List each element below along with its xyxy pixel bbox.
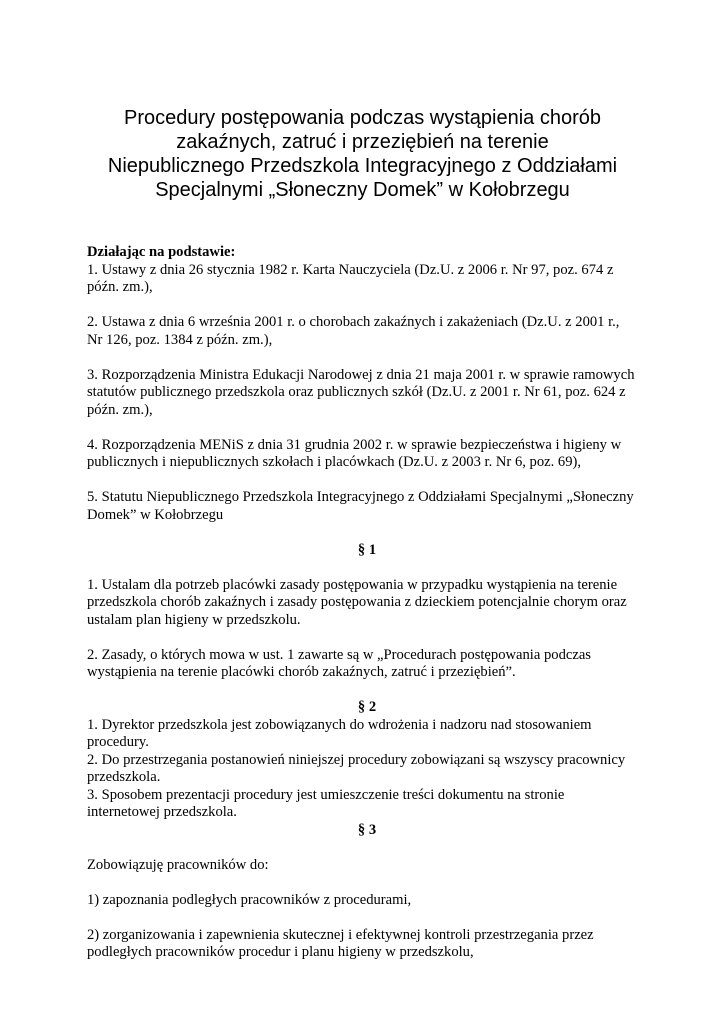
text-line: 1) zapoznania podległych pracowników z procedurami, [87,891,412,908]
basis-heading: Działając na podstawie: [87,244,236,260]
text-line: 1. Ustawy z dnia 26 stycznia 1982 r. Karta Nauczyciela (Dz.U. z 2006 r. Nr 97, poz. 674 z [87,261,614,278]
text-line: podległych pracowników procedur i planu higieny w przedszkolu, [87,944,474,960]
basis-item [87,262,647,297]
document-title [86,106,639,202]
title-line: zakaźnych, zatruć i przeziębień na terenie [176,131,549,153]
text-line: wystąpienia na terenie placówki chorób zakaźnych, zatruć i przeziębień”. [87,664,516,680]
section-paragraph [87,577,647,630]
list-item [87,927,647,962]
basis-item [87,314,647,349]
section-heading: § 2 [357,699,377,715]
text-line: późn. zm.), [87,401,153,418]
text-line: Nr 126, poz. 1384 z późn. zm.), [87,331,273,348]
text-line: 2. Ustawa z dnia 6 września 2001 r. o chorobach zakaźnych i zakażeniach (Dz.U. z 2001 r., [87,314,620,330]
text-line: publicznych i niepublicznych szkołach i placówkach (Dz.U. z 2003 r. Nr 6, poz. 69), [87,454,582,470]
text-line: 4. Rozporządzenia MENiS z dnia 31 grudnia 2002 r. w sprawie bezpieczeństwa i higieny w [87,436,622,453]
text-line: późn. zm.), [87,279,153,295]
title-line: Specjalnymi „Słoneczny Domek” w Kołobrzegu [155,179,570,201]
section-paragraph [87,717,647,822]
text-line: 2. Do przestrzegania postanowień niniejszej procedury zobowiązani są wszyscy pracownicy [87,751,626,768]
section-intro: Zobowiązuję pracowników do: [87,856,269,873]
section-heading: § 1 [357,541,377,558]
text-line: statutów publicznego przedszkola oraz publicznych szkół (Dz.U. z 2001 r. Nr 61, poz. 624 z [87,384,626,400]
text-line: Domek” w Kołobrzegu [87,506,224,523]
text-line: internetowej przedszkola. [87,804,237,820]
text-line: 3. Sposobem prezentacji procedury jest umieszczenie treści dokumentu na stronie [87,786,565,803]
section-paragraph [87,647,647,682]
title-line: Niepublicznego Przedszkola Integracyjnego z Oddziałami [107,155,618,177]
document-body [87,244,647,962]
text-line: procedury. [87,734,149,750]
text-line: ustalam plan higieny w przedszkolu. [87,611,301,628]
basis-item [87,367,647,420]
basis-item [87,437,647,472]
text-line: 1. Ustalam dla potrzeb placówki zasady postępowania w przypadku wystąpienia na terenie [87,576,618,593]
text-line: 5. Statutu Niepublicznego Przedszkola Integracyjnego z Oddziałami Specjalnymi „Słoneczny [87,489,634,505]
text-line: 1. Dyrektor przedszkola jest zobowiązanych do wdrożenia i nadzoru nad stosowaniem [87,716,592,733]
text-line: 3. Rozporządzenia Ministra Edukacji Narodowej z dnia 21 maja 2001 r. w sprawie ramowych [87,366,635,383]
list-item [87,892,647,910]
basis-item [87,489,647,524]
text-line: przedszkola chorób zakaźnych i zasady postępowania z dzieckiem potencjalnie chorym oraz [87,594,627,610]
title-line: Procedury postępowania podczas wystąpienia chorób [124,107,601,129]
text-line: 2. Zasady, o których mowa w ust. 1 zawarte są w „Procedurach postępowania podczas [87,646,591,663]
text-line: 2) zorganizowania i zapewnienia skutecznej i efektywnej kontroli przestrzegania przez [87,926,594,943]
text-line: przedszkola. [87,769,161,785]
section-heading: § 3 [357,821,377,838]
